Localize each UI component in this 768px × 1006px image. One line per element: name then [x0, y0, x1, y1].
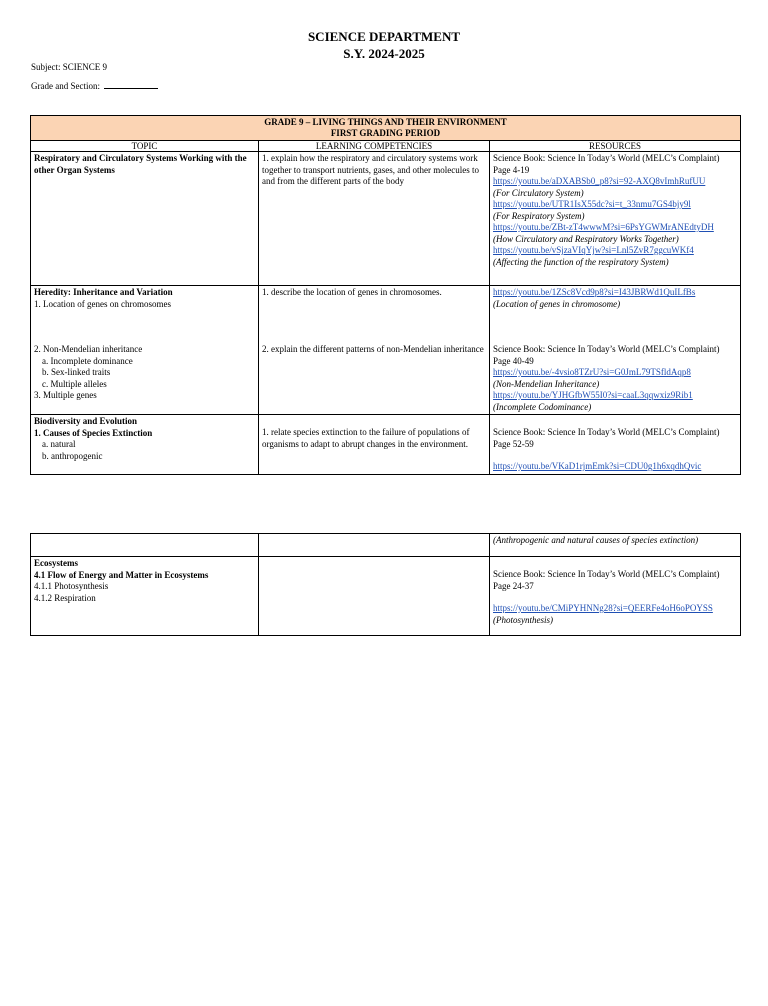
- video-link[interactable]: https://youtu.be/YJHGfbW55I0?si=caaL3qqwxiz9Rib1: [493, 390, 693, 400]
- book-reference: Science Book: Science In Today’s World (MELC’s Complaint) Page 52-59: [493, 427, 720, 449]
- department-title: SCIENCE DEPARTMENT: [307, 29, 461, 44]
- link-note: (Photosynthesis): [493, 614, 553, 625]
- curriculum-table-continued: [30, 533, 741, 636]
- book-reference: Science Book: Science In Today’s World (MELC’s Complaint) Page 40-49: [493, 344, 720, 366]
- video-link[interactable]: https://youtu.be/1ZSc8Vcd9p8?si=I43JBRWd1QuILfBs: [493, 287, 696, 297]
- link-note: (Affecting the function of the respiratory System): [493, 256, 669, 267]
- topic-item: 4.1.1 Photosynthesis: [34, 581, 109, 591]
- column-header-resources: RESOURCES: [490, 141, 741, 152]
- competency-cell: [259, 286, 490, 415]
- topic-title: Heredity: Inheritance and Variation: [34, 287, 173, 297]
- curriculum-table: [30, 115, 741, 475]
- table-row: [31, 152, 741, 286]
- grade-section-label: Grade and Section:: [31, 81, 103, 91]
- document-header: [0, 28, 768, 62]
- video-link[interactable]: https://youtu.be/VKaD1rjmEmk?si=CDU0g1h6xqdhQvic: [493, 461, 702, 471]
- link-note: (For Respiratory System): [493, 210, 585, 221]
- table-title: GRADE 9 – LIVING THINGS AND THEIR ENVIRONMENT: [264, 117, 507, 127]
- topic-subitem: c. Multiple alleles: [42, 378, 107, 389]
- resources-cell: [490, 152, 741, 286]
- subject-label: Subject: SCIENCE 9: [31, 62, 107, 72]
- column-header-competencies: LEARNING COMPETENCIES: [259, 141, 490, 152]
- topic-subitem: b. Sex-linked traits: [42, 367, 111, 377]
- link-note: (Location of genes in chromosome): [493, 298, 621, 309]
- topic-title: Biodiversity and Evolution: [34, 416, 138, 426]
- competency-cell: [259, 557, 490, 636]
- topic-cell: Respiratory and Circulatory Systems Working with the other Organ Systems: [31, 152, 259, 286]
- competency-item: 1. describe the location of genes in chromosomes.: [262, 287, 442, 297]
- link-note: (Incomplete Codominance): [493, 401, 592, 412]
- competency-cell: 1. explain how the respiratory and circulatory systems work together to transport nutrients, gases, and other molecules to and from the different parts of the body: [259, 152, 490, 286]
- topic-cell: [31, 534, 259, 557]
- link-note: (Non-Mendelian Inheritance): [493, 378, 600, 389]
- video-link[interactable]: https://youtu.be/aDXABSb0_p8?si=92-AXQ8vImhRufUU: [493, 176, 706, 186]
- table-row: [31, 557, 741, 636]
- topic-item: 1. Causes of Species Extinction: [34, 427, 153, 438]
- competency-item: 2. explain the different patterns of non-Mendelian inheritance: [262, 343, 484, 354]
- video-link[interactable]: https://youtu.be/-4vsio8TZrU?si=G0JmL79TSfldAqp8: [493, 367, 691, 377]
- link-note: (How Circulatory and Respiratory Works Together): [493, 233, 679, 244]
- topic-item: 4.1.2 Respiration: [34, 592, 96, 603]
- grade-section-field: [31, 80, 158, 91]
- competency-cell: [259, 415, 490, 475]
- topic-item: 4.1 Flow of Energy and Matter in Ecosystems: [34, 569, 209, 580]
- topic-title: Ecosystems: [34, 558, 78, 568]
- link-note: (Anthropogenic and natural causes of species extinction): [490, 534, 741, 557]
- topic-cell: [31, 415, 259, 475]
- topic-cell: [31, 286, 259, 415]
- video-link[interactable]: https://youtu.be/CMiPYHNNg28?si=QEERFe4oH6oPOYSS: [493, 603, 713, 613]
- resources-cell: [490, 286, 741, 415]
- topic-cell: [31, 557, 259, 636]
- book-reference: Science Book: Science In Today’s World (MELC’s Complaint) Page 4-19: [493, 153, 720, 175]
- video-link[interactable]: https://youtu.be/vSjzaVIqYjw?si=Lnl5ZvR7ggcuWKf4: [493, 245, 694, 255]
- table-row: [31, 286, 741, 415]
- competency-item: 1. relate species extinction to the failure of populations of organisms to adapt to abrupt changes in the environment.: [262, 427, 470, 449]
- topic-item: 3. Multiple genes: [34, 390, 97, 400]
- book-reference: Science Book: Science In Today’s World (MELC’s Complaint) Page 24-37: [493, 569, 720, 591]
- table-row: [31, 534, 741, 557]
- topic-subitem: b. anthropogenic: [42, 450, 103, 461]
- resources-cell: [490, 415, 741, 475]
- grading-period: FIRST GRADING PERIOD: [330, 128, 441, 138]
- table-row: [31, 415, 741, 475]
- topic-item: 2. Non-Mendelian inheritance: [34, 344, 143, 354]
- topic-subitem: a. natural: [42, 439, 76, 449]
- video-link[interactable]: https://youtu.be/ZBt-zT4wwwM?si=6PsYGWMrANEdtyDH: [493, 222, 714, 232]
- grade-section-blank: [104, 80, 158, 89]
- school-year: S.Y. 2024-2025: [343, 46, 425, 61]
- column-header-topic: TOPIC: [31, 141, 259, 152]
- resources-cell: [490, 557, 741, 636]
- video-link[interactable]: https://youtu.be/UTR1IsX55dc?si=t_33nmu7GS4bjy9l: [493, 199, 691, 209]
- topic-subitem: a. Incomplete dominance: [42, 355, 133, 366]
- link-note: (For Circulatory System): [493, 187, 584, 198]
- table-banner: [31, 116, 741, 141]
- competency-cell: [259, 534, 490, 557]
- topic-item: 1. Location of genes on chromosomes: [34, 298, 171, 309]
